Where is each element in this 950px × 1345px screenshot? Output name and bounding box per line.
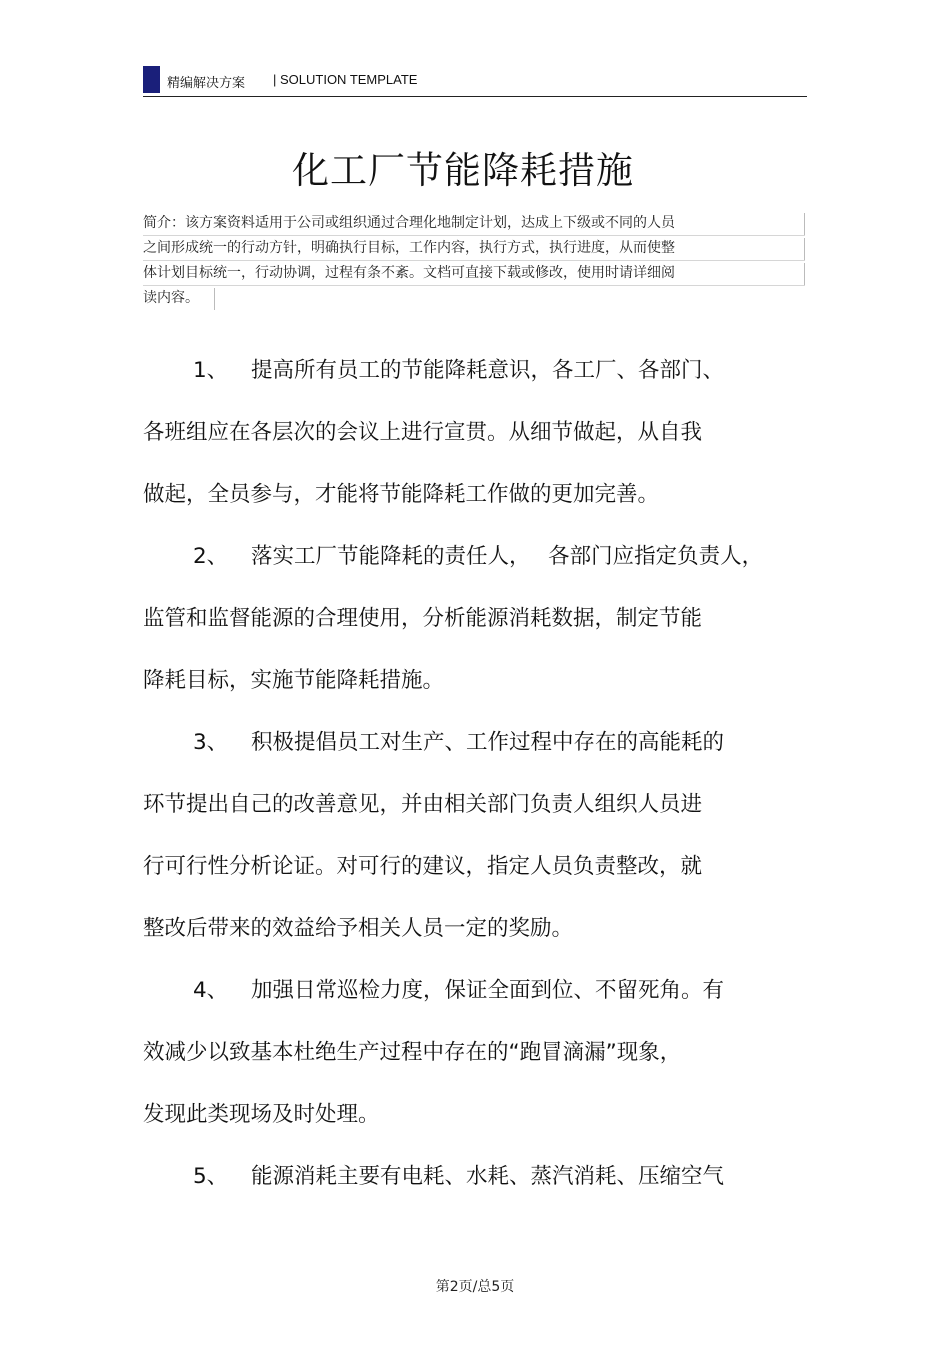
divider [804, 238, 805, 260]
paragraph-line [143, 774, 803, 836]
line-text: 整改后带来的效益给予相关人员一定的奖励。 [143, 916, 574, 941]
paragraph-line [143, 464, 803, 526]
paragraph-line [143, 898, 803, 960]
line-text: 降耗目标，实施节能降耗措施。 [143, 668, 445, 693]
intro-box [143, 211, 807, 310]
line-text: 各班组应在各层次的会议上进行宣贯。从细节做起，从自我 [143, 420, 703, 445]
paragraph-line [143, 588, 803, 650]
paragraph-line [143, 340, 803, 402]
paragraph-line [143, 650, 803, 712]
line-text: 落实工厂节能降耗的责任人， 各部门应指定负责人， [251, 544, 764, 569]
intro-line [143, 211, 805, 236]
line-text: 积极提倡员工对生产、工作过程中存在的高能耗的 [251, 730, 725, 755]
intro-line-text: 简介：该方案资料适用于公司或组织通过合理化地制定计划，达成上下级或不同的人员 [143, 215, 675, 231]
divider [214, 288, 215, 310]
brand-label: 精编解决方案 [167, 76, 246, 91]
line-text: 能源消耗主要有电耗、水耗、蒸汽消耗、压缩空气 [251, 1164, 725, 1189]
intro-line [143, 286, 215, 310]
intro-line-text: 读内容。 [143, 290, 199, 306]
paragraph-line [143, 1022, 803, 1084]
divider [804, 263, 805, 285]
line-text: 做起，全员参与，才能将节能降耗工作做的更加完善。 [143, 482, 660, 507]
intro-line [143, 261, 805, 286]
intro-line-text: 之间形成统一的行动方针，明确执行目标，工作内容，执行方式，执行进度，从而使整 [143, 240, 675, 256]
line-text: 提高所有员工的节能降耗意识，各工厂、各部门、 [251, 358, 725, 383]
page-number: 第2页/总5页 [435, 1279, 515, 1295]
line-text: 发现此类现场及时处理。 [143, 1102, 380, 1127]
intro-line [143, 236, 805, 261]
item-number: 2、 [193, 544, 229, 569]
item-number: 3、 [193, 730, 229, 755]
page-header [143, 66, 807, 97]
divider [804, 213, 805, 235]
line-text: 加强日常巡检力度，保证全面到位、不留死角。有 [251, 978, 725, 1003]
intro-line-text: 体计划目标统一，行动协调，过程有条不紊。文档可直接下载或修改，使用时请详细阅 [143, 265, 675, 281]
paragraph-line [143, 712, 803, 774]
item-number: 5、 [193, 1164, 229, 1189]
line-text: 环节提出自己的改善意见，并由相关部门负责人组织人员进 [143, 792, 703, 817]
paragraph-line [143, 1146, 803, 1208]
template-tagline: | SOLUTION TEMPLATE [273, 72, 418, 87]
line-text: 行可行性分析论证。对可行的建议，指定人员负责整改，就 [143, 854, 703, 879]
paragraph-line [143, 402, 803, 464]
paragraph-line [143, 836, 803, 898]
document-title: 化工厂节能降耗措施 [292, 149, 634, 192]
logo-icon [143, 66, 160, 93]
paragraph-line [143, 526, 803, 588]
item-number: 1、 [193, 358, 229, 383]
paragraph-line [143, 1084, 803, 1146]
line-text: 效减少以致基本杜绝生产过程中存在的“跑冒滴漏”现象， [143, 1040, 682, 1065]
item-number: 4、 [193, 978, 229, 1003]
paragraph-line [143, 960, 803, 1022]
document-body [143, 340, 803, 1208]
line-text: 监管和监督能源的合理使用，分析能源消耗数据，制定节能 [143, 606, 703, 631]
